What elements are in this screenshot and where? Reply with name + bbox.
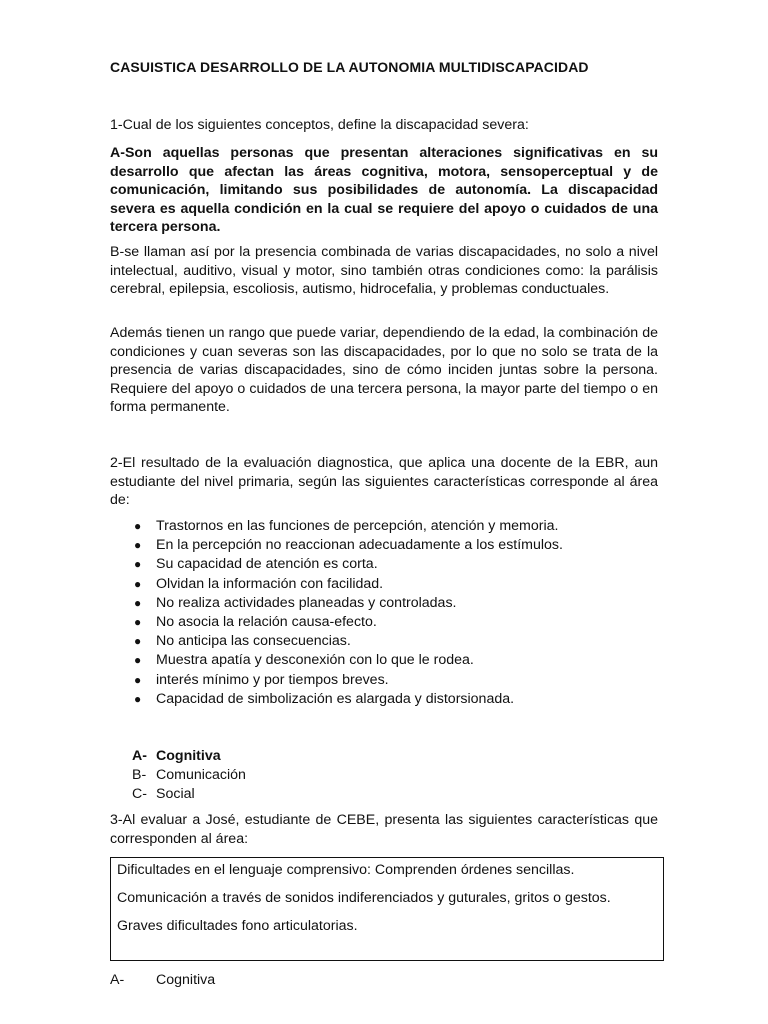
box-line: Graves dificultades fono articulatorias. [117, 918, 358, 934]
question-3: 3-Al evaluar a José, estudiante de CEBE, presenta las siguientes características que corresponden al área: [110, 812, 658, 847]
bullet-icon: ● [134, 538, 142, 553]
characteristics-box [110, 857, 664, 961]
bullet-icon: ● [134, 653, 142, 668]
bullet-icon: ● [134, 576, 142, 591]
question-1-paragraph: Además tienen un rango que puede variar, dependiendo de la edad, la combinación de condiciones y cuan severas son las discapacidades, por lo que no solo se trata de la presencia de varias discapacidades, sino de cómo inciden juntas sobre la persona. Requiere del apoyo o cuidados de una tercera persona, la mayor parte del tiempo o en forma permanente. [110, 325, 658, 416]
question-1-option-b: B-se llaman así por la presencia combinada de varias discapacidades, no solo a nivel intelectual, auditivo, visual y motor, sino también otras condiciones como: la parálisis cerebral, epilepsia, escoliosis, autismo, hidrocefalia, y problemas conductuales. [110, 244, 658, 298]
list-item: ● interés mínimo y por tiempos breves. [110, 671, 658, 690]
box-line: Comunicación a través de sonidos indiferenciados y guturales, gritos o gestos. [117, 890, 611, 906]
list-item: ● Capacidad de simbolización es alargada y distorsionada. [110, 690, 658, 709]
answer-option-a: A- Cognitiva [132, 748, 221, 764]
document-title: CASUISTICA DESARROLLO DE LA AUTONOMIA MULTIDISCAPACIDAD [110, 59, 589, 75]
list-item: ● No realiza actividades planeadas y controladas. [110, 594, 658, 613]
list-item: ● Trastornos en las funciones de percepción, atención y memoria. [110, 517, 658, 536]
answer-option-b: B- Comunicación [132, 767, 246, 783]
list-item: ● Su capacidad de atención es corta. [110, 555, 658, 574]
bullet-icon: ● [134, 519, 142, 533]
list-item: ● Muestra apatía y desconexión con lo que le rodea. [110, 651, 658, 670]
question-2: 2-El resultado de la evaluación diagnostica, que aplica una docente de la EBR, aun estudiante del nivel primaria, según las siguientes características corresponde al área de: [110, 455, 658, 509]
list-item: ● No asocia la relación causa-efecto. [110, 613, 658, 632]
characteristics-list [110, 517, 658, 709]
question-3-answer-option-a: A- Cognitiva [110, 972, 216, 988]
question-2-answers [132, 747, 246, 804]
bullet-icon: ● [134, 634, 142, 649]
bullet-icon: ● [134, 672, 142, 687]
bullet-icon: ● [134, 595, 142, 610]
list-item: ● Olvidan la información con facilidad. [110, 575, 658, 594]
answer-option-c: C- Social [132, 786, 195, 802]
list-item: ● En la percepción no reaccionan adecuadamente a los estímulos. [110, 536, 658, 555]
bullet-icon: ● [134, 557, 142, 572]
bullet-icon: ● [134, 614, 142, 629]
box-line: Dificultades en el lenguaje comprensivo: Comprenden órdenes sencillas. [117, 862, 575, 878]
bullet-icon: ● [134, 691, 142, 706]
list-item: ● No anticipa las consecuencias. [110, 632, 658, 651]
question-1: 1-Cual de los siguientes conceptos, define la discapacidad severa: [110, 117, 529, 133]
question-1-option-a: A-Son aquellas personas que presentan alteraciones significativas en su desarrollo que afectan las áreas cognitiva, motora, sensoperceptual y de comunicación, limitando sus posibilidades de autonomía. La discapacidad severa es aquella condición en la cual se requiere del apoyo o cuidados de una tercera persona. [110, 145, 658, 236]
